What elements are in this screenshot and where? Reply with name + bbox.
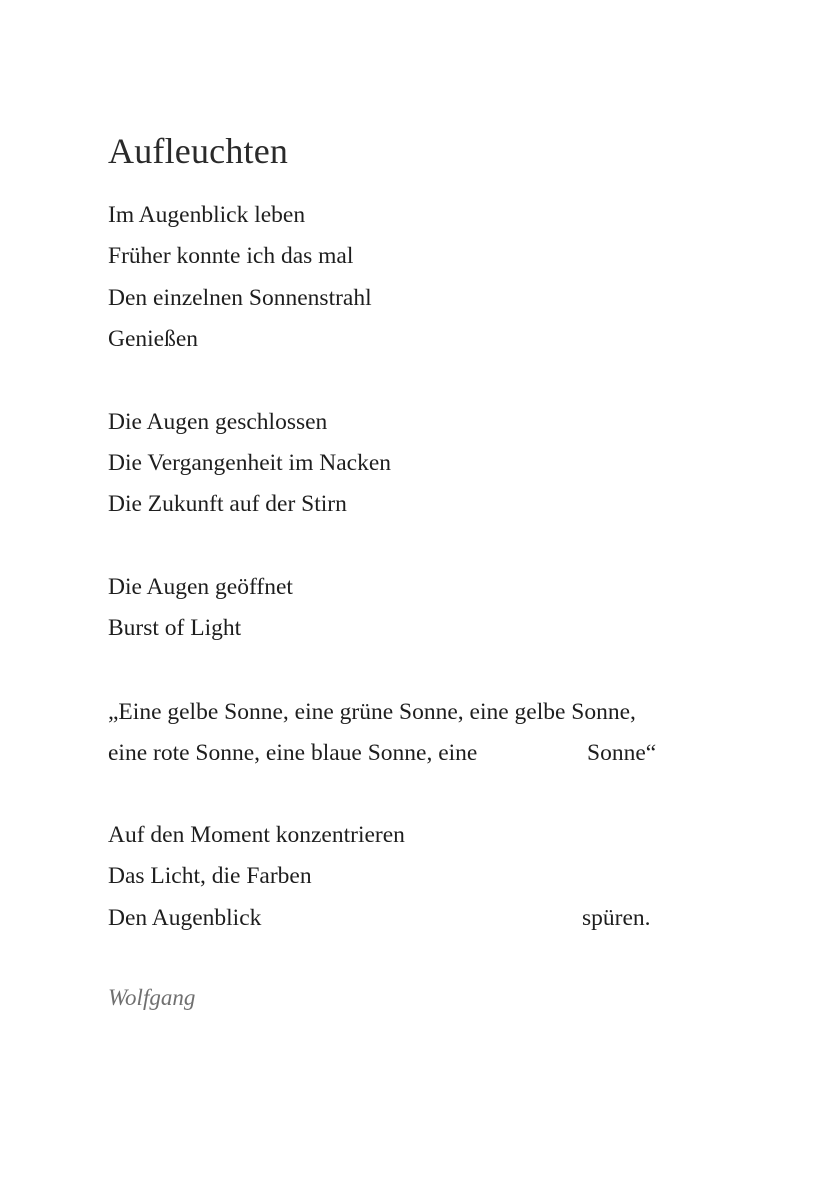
stanza3-line2: Burst of Light — [108, 615, 242, 641]
stanza3-line1: Die Augen geöffnet — [108, 574, 293, 600]
stanza5-line1: Auf den Moment konzentrieren — [108, 822, 405, 848]
poem-title: Aufleuchten — [108, 131, 289, 172]
stanza4-line2-start: eine rote Sonne, eine blaue Sonne, eine — [108, 740, 478, 766]
stanza4-line2-end: Sonne“ — [587, 740, 657, 766]
stanza2-line1: Die Augen geschlossen — [108, 409, 328, 435]
stanza1-line4: Genießen — [108, 326, 199, 352]
stanza1-line2: Früher konnte ich das mal — [108, 243, 354, 269]
stanza2-line2: Die Vergangenheit im Nacken — [108, 450, 391, 476]
stanza4-line1: „Eine gelbe Sonne, eine grüne Sonne, eine gelbe Sonne, — [108, 699, 636, 725]
stanza5-line2: Das Licht, die Farben — [108, 863, 312, 889]
stanza5-line3-end: spüren. — [582, 905, 651, 931]
author-signature: Wolfgang — [108, 985, 196, 1010]
stanza1-line1: Im Augenblick leben — [108, 202, 306, 228]
stanza5-line3-start: Den Augenblick — [108, 905, 262, 931]
stanza1-line3: Den einzelnen Sonnenstrahl — [108, 285, 372, 311]
stanza2-line3: Die Zukunft auf der Stirn — [108, 491, 347, 517]
